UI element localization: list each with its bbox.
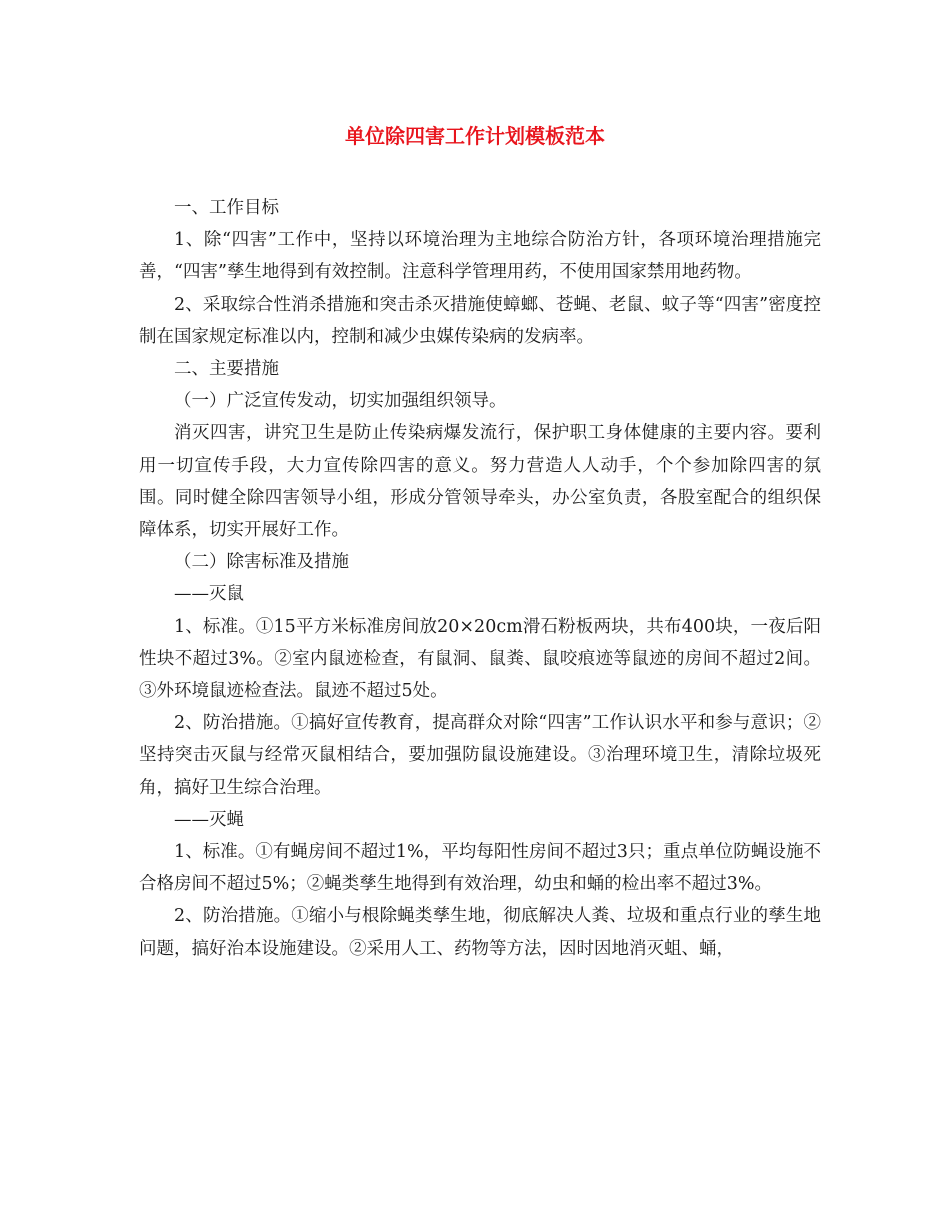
document-title: 单位除四害工作计划模板范本 (345, 124, 605, 148)
subheading-fly-control: ——灭蝇 (174, 809, 244, 830)
subheading-rodent-control: ——灭鼠 (174, 584, 244, 605)
paragraph-rodent-measures: 2、防治措施。①搞好宣传教育，提高群众对除“四害”工作认识水平和参与意识；②坚持突击灭鼠与经常灭鼠相结合，要加强防鼠设施建设。③治理环境卫生，清除垃圾死角，搞好卫生综合治理。 (139, 713, 821, 798)
section-heading-goals: 一、工作目标 (174, 198, 279, 218)
paragraph-fly-measures: 2、防治措施。①缩小与根除蝇类孳生地，彻底解决人粪、垃圾和重点行业的孳生地问题，搞好治本设施建设。②采用人工、药物等方法，因时因地消灭蛆、蛹， (139, 906, 821, 959)
paragraph-goal-1: 1、除“四害”工作中，坚持以环境治理为主地综合防治方针，各项环境治理措施完善，“四害”孳生地得到有效控制。注意科学管理用药，不使用国家禁用地药物。 (139, 230, 821, 283)
paragraph-fly-standard: 1、标准。①有蝇房间不超过1%，平均每阳性房间不超过3只；重点单位防蝇设施不合格房间不超过5%；②蝇类孳生地得到有效治理，幼虫和蛹的检出率不超过3%。 (139, 842, 821, 895)
subsection-heading-standards: （二）除害标准及措施 (174, 552, 349, 573)
document-body (139, 192, 821, 965)
section-heading-measures: 二、主要措施 (174, 359, 279, 380)
paragraph-goal-2: 2、采取综合性消杀措施和突击杀灭措施使蟑螂、苍蝇、老鼠、蚊子等“四害”密度控制在国家规定标准以内，控制和减少虫媒传染病的发病率。 (139, 294, 821, 347)
subsection-heading-publicity: （一）广泛宣传发动，切实加强组织领导。 (174, 391, 507, 412)
paragraph-rodent-standard: 1、标准。①15平方米标准房间放20×20cm滑石粉板两块，共布400块，一夜后阳性块不超过3%。②室内鼠迹检查，有鼠洞、鼠粪、鼠咬痕迹等鼠迹的房间不超过2间。③外环境鼠迹检查法。鼠迹不超过5处。 (139, 616, 821, 702)
paragraph-publicity: 消灭四害，讲究卫生是防止传染病爆发流行，保护职工身体健康的主要内容。要利用一切宣传手段，大力宣传除四害的意义。努力营造人人动手，个个参加除四害的氛围。同时健全除四害领导小组，形成分管领导牵头，办公室负责，各股室配合的组织保障体系，切实开展好工作。 (139, 423, 821, 541)
